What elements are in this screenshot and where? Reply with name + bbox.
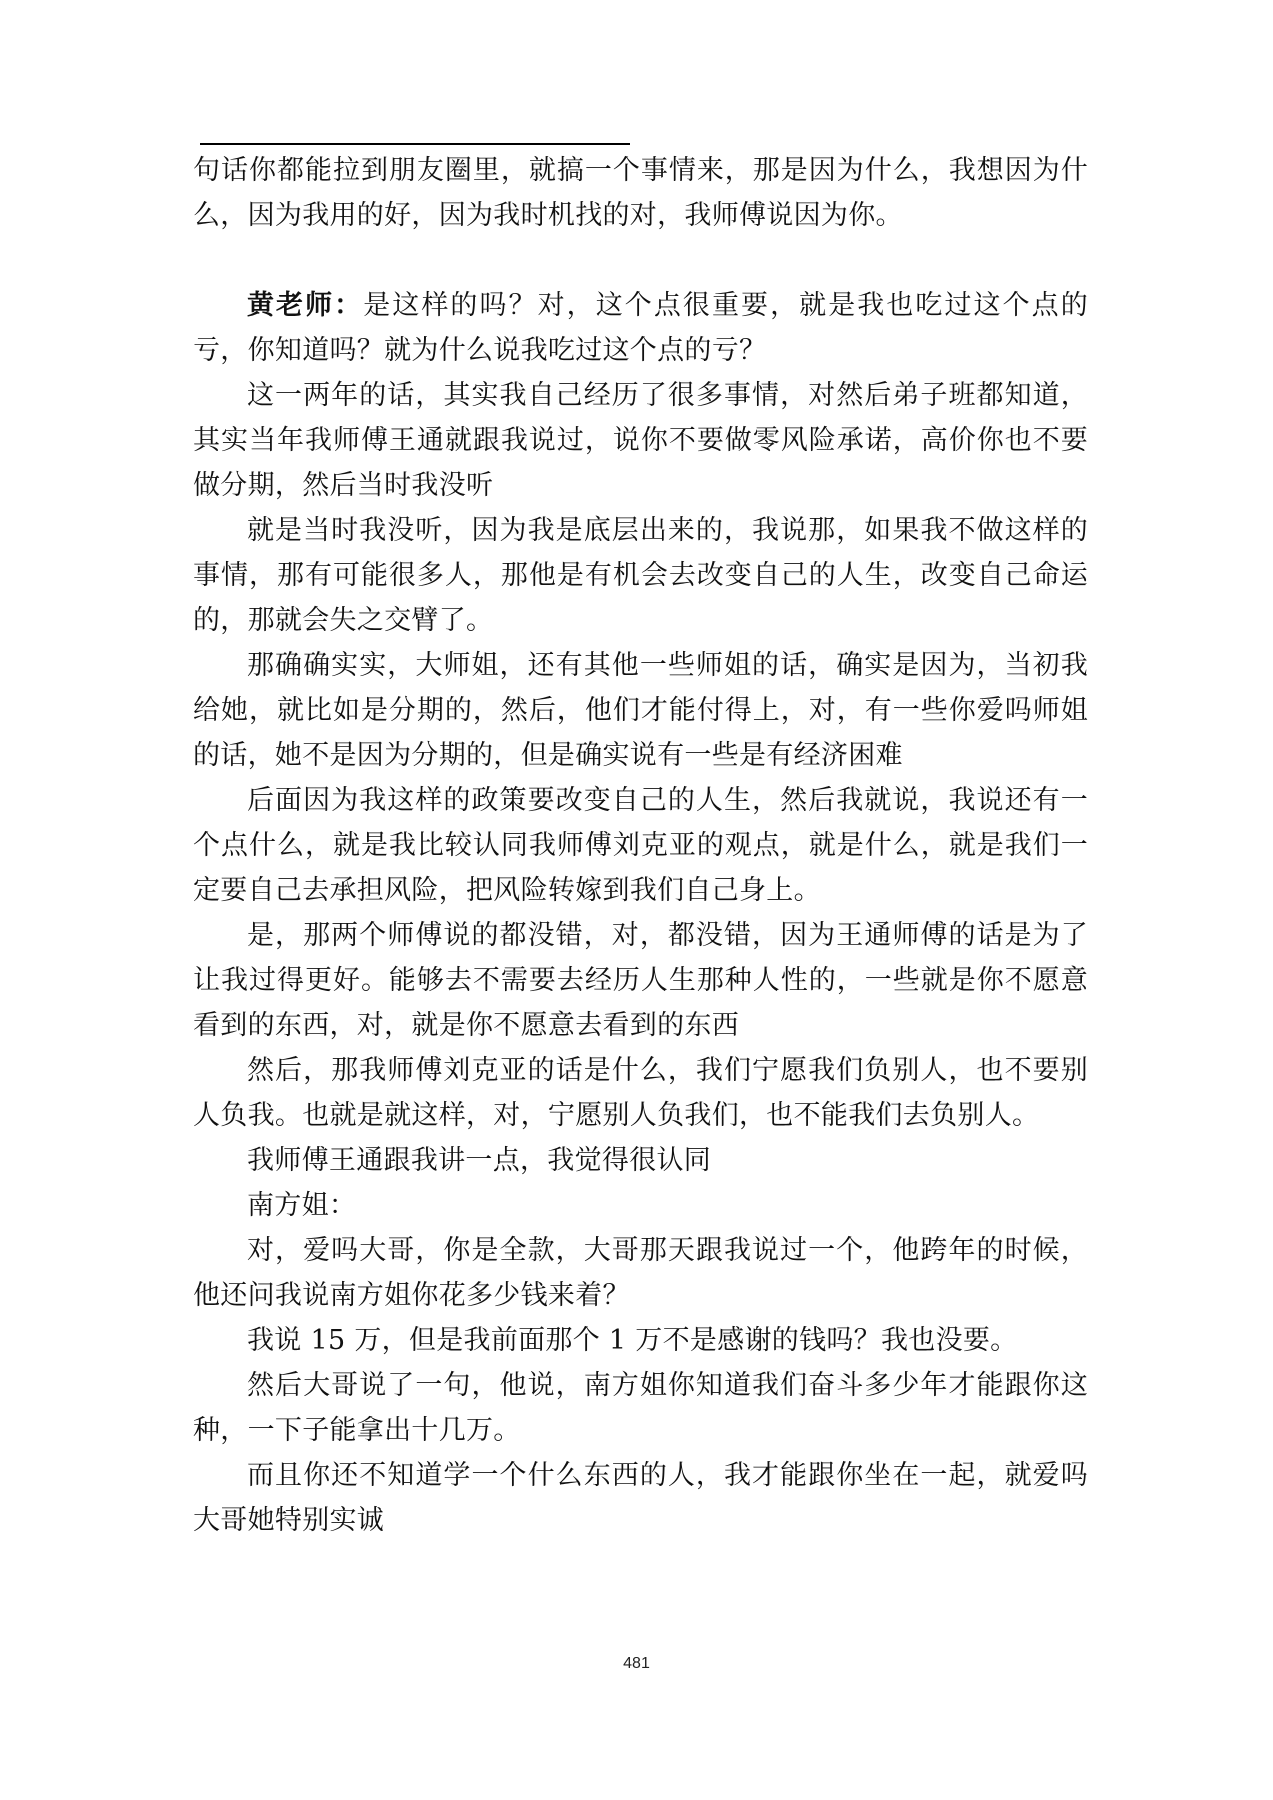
paragraph	[193, 1363, 1088, 1453]
paragraph	[193, 148, 1088, 238]
paragraph	[193, 643, 1088, 778]
paragraph	[193, 1138, 1088, 1183]
paragraph	[193, 283, 1088, 373]
paragraph-text: 南方姐：	[247, 1190, 357, 1221]
paragraph	[193, 508, 1088, 643]
paragraph	[193, 373, 1088, 508]
paragraph	[193, 1183, 1088, 1228]
paragraph	[193, 913, 1088, 1048]
paragraph-text: 是这样的吗？对，这个点很重要，就是我也吃过这个点的亏，你知道吗？就为什么说我吃过这个点的亏？	[193, 290, 1089, 366]
paragraph-text: 后面因为我这样的政策要改变自己的人生，然后我就说，我说还有一个点什么，就是我比较认同我师傅刘克亚的观点，就是什么，就是我们一定要自己去承担风险，把风险转嫁到我们自己身上。	[193, 785, 1088, 906]
paragraph	[193, 1048, 1088, 1138]
paragraph-text: 就是当时我没听，因为我是底层出来的，我说那，如果我不做这样的事情，那有可能很多人，那他是有机会去改变自己的人生，改变自己命运的，那就会失之交臂了。	[193, 515, 1088, 636]
paragraph	[193, 778, 1088, 913]
paragraph	[193, 1318, 1088, 1363]
paragraph-text: 对，爱吗大哥，你是全款，大哥那天跟我说过一个，他跨年的时候，他还问我说南方姐你花多少钱来着？	[193, 1235, 1088, 1311]
body-text	[193, 148, 1088, 1543]
paragraph	[193, 1453, 1088, 1543]
paragraph-text: 我师傅王通跟我讲一点，我觉得很认同	[247, 1145, 712, 1176]
paragraph-text: 然后大哥说了一句，他说，南方姐你知道我们奋斗多少年才能跟你这种，一下子能拿出十几万。	[193, 1370, 1088, 1446]
paragraph-text: 我说 15 万，但是我前面那个 1 万不是感谢的钱吗？我也没要。	[247, 1325, 1018, 1356]
header-rule	[200, 143, 630, 145]
paragraph-text: 是，那两个师傅说的都没错，对，都没错，因为王通师傅的话是为了让我过得更好。能够去不需要去经历人生那种人性的，一些就是你不愿意看到的东西，对，就是你不愿意去看到的东西	[193, 920, 1088, 1041]
paragraph-text: 这一两年的话，其实我自己经历了很多事情，对然后弟子班都知道，其实当年我师傅王通就跟我说过，说你不要做零风险承诺，高价你也不要做分期，然后当时我没听	[193, 380, 1088, 501]
paragraph-text: 句话你都能拉到朋友圈里，就搞一个事情来，那是因为什么，我想因为什么，因为我用的好，因为我时机找的对，我师傅说因为你。	[193, 155, 1088, 231]
paragraph	[193, 1228, 1088, 1318]
paragraph-text: 而且你还不知道学一个什么东西的人，我才能跟你坐在一起，就爱吗大哥她特别实诚	[193, 1460, 1088, 1536]
paragraph-text: 那确确实实，大师姐，还有其他一些师姐的话，确实是因为，当初我给她，就比如是分期的，然后，他们才能付得上，对，有一些你爱吗师姐的话，她不是因为分期的，但是确实说有一些是有经济困难	[193, 650, 1088, 771]
paragraph-text: 然后，那我师傅刘克亚的话是什么，我们宁愿我们负别人，也不要别人负我。也就是就这样，对，宁愿别人负我们，也不能我们去负别人。	[193, 1055, 1088, 1131]
speaker-label: 黄老师：	[247, 290, 364, 321]
page-number: 481	[623, 1655, 650, 1672]
